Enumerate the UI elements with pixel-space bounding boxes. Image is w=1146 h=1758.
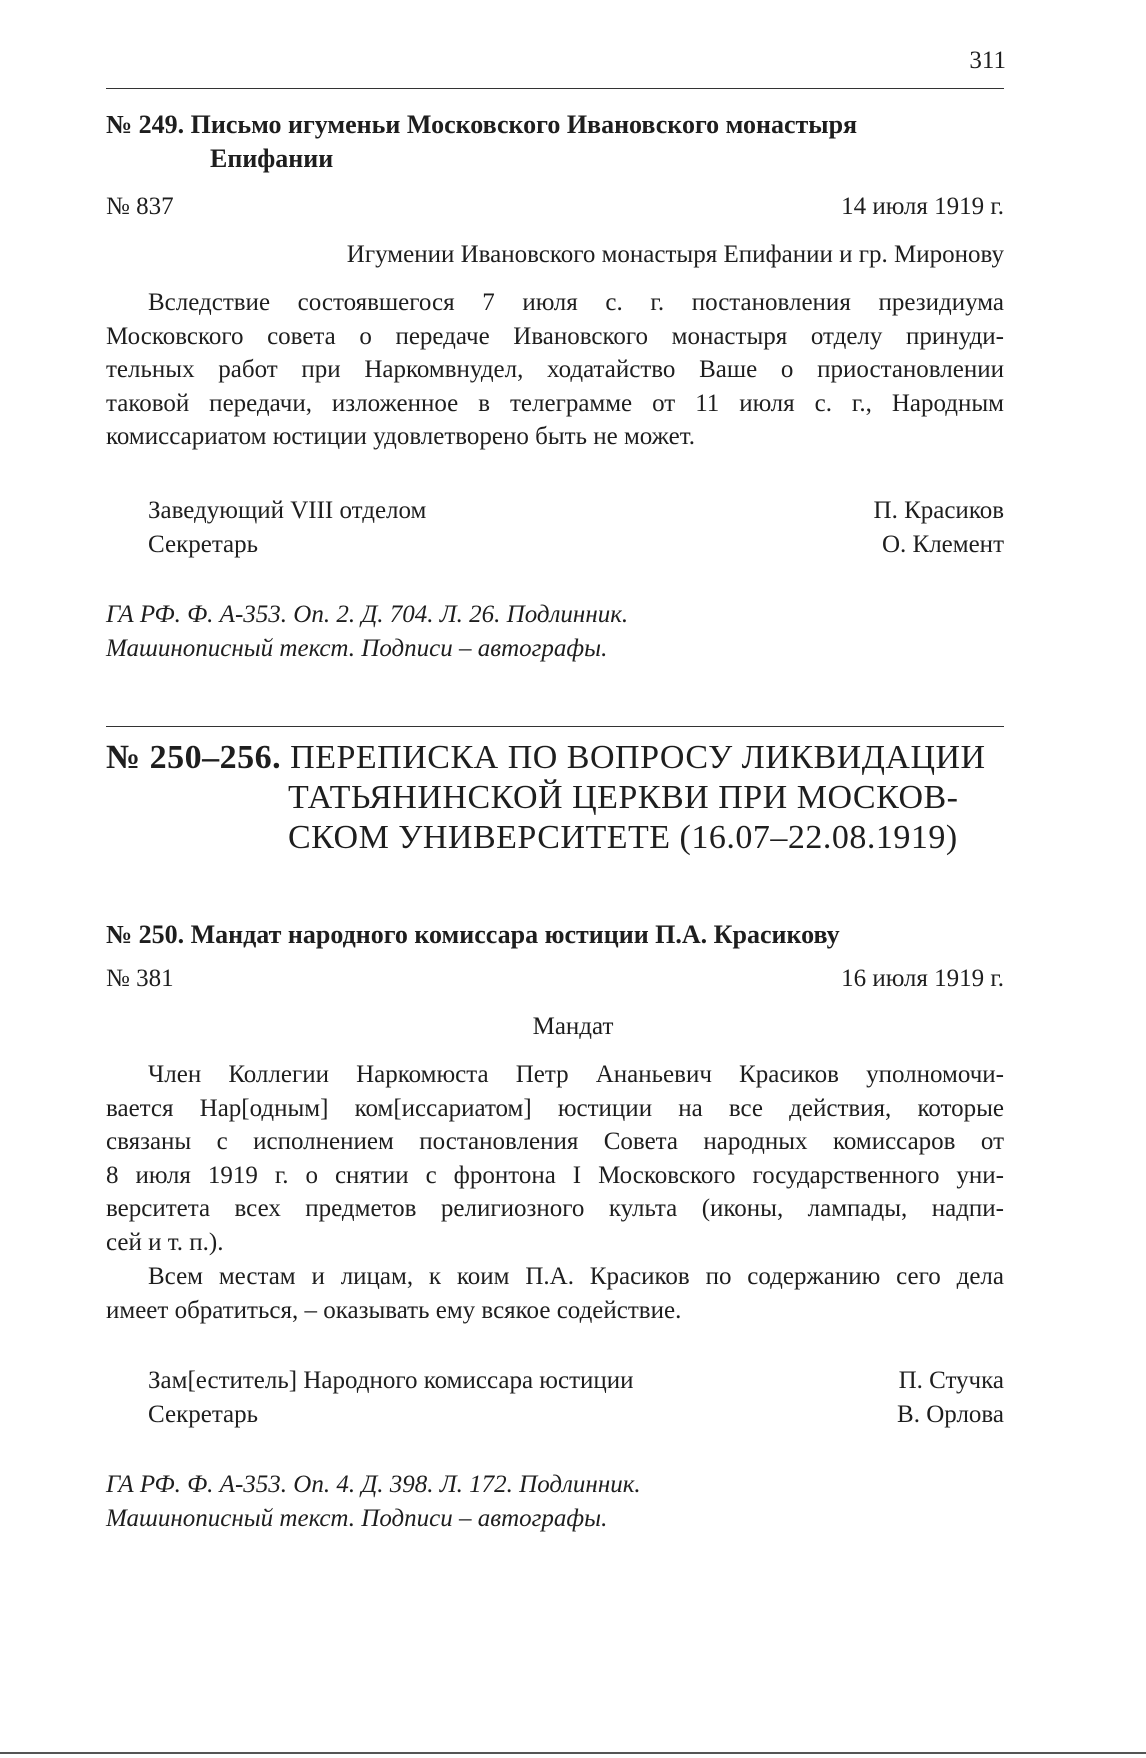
section-rule xyxy=(106,726,1004,727)
doc250-signature-name: В. Орлова xyxy=(897,1401,1004,1428)
page-number: 311 xyxy=(969,47,1006,74)
section-label: № 250–256. xyxy=(106,739,282,776)
section-title-line2: ТАТЬЯНИНСКОЙ ЦЕРКВИ ПРИ МОСКОВ- xyxy=(288,779,959,816)
section-title-line1: ПЕРЕПИСКА ПО ВОПРОСУ ЛИКВИДАЦИИ xyxy=(290,739,986,776)
header-rule xyxy=(106,88,1004,89)
doc250-heading: Мандат xyxy=(532,1013,614,1040)
doc250-source-line2: Машинописный текст. Подписи – автографы. xyxy=(106,1505,608,1532)
doc250-paragraph2 xyxy=(106,1260,1004,1327)
doc250-body-line: 8 июля 1919 г. о снятии с фронтона I Московского государственного уни- xyxy=(106,1161,1004,1189)
doc250-body-line: связаны с исполнением постановления Совета народных комиссаров от xyxy=(106,1128,1004,1155)
doc250-body-line: имеет обратиться, – оказывать ему всякое содействие. xyxy=(106,1296,682,1324)
doc249-source-line2: Машинописный текст. Подписи – автографы. xyxy=(106,635,608,662)
doc249-body xyxy=(106,286,1004,454)
doc249-body-line: Московского совета о передаче Ивановского монастыря отделу принуди- xyxy=(106,322,1004,350)
doc250-signature-role: Секретарь xyxy=(148,1401,259,1428)
doc249-addressee: Игумении Ивановского монастыря Епифании и гр. Миронову xyxy=(346,241,1004,268)
doc250-title: № 250. Мандат народного комиссара юстиции П.А. Красикову xyxy=(106,920,840,949)
doc249-body-line: таковой передачи, изложенное в телеграмме от 11 июля с. г., Народным xyxy=(106,389,1004,417)
doc250-body-line: Всем местам и лицам, к коим П.А. Красиков по содержанию сего дела xyxy=(148,1263,1004,1290)
doc250-signature-name: П. Стучка xyxy=(898,1367,1004,1394)
scan-bottom-edge xyxy=(0,1752,1146,1754)
section-title-line3: СКОМ УНИВЕРСИТЕТЕ (16.07–22.08.1919) xyxy=(288,819,958,856)
doc250-date: 16 июля 1919 г. xyxy=(841,965,1004,992)
doc249-source-line1: ГА РФ. Ф. А-353. Оп. 2. Д. 704. Л. 26. Подлинник. xyxy=(106,601,629,628)
doc249-body-line: тельных работ при Наркомвнудел, ходатайство Ваше о приостановлении xyxy=(106,356,1004,383)
doc250-signature-role: Зам[еститель] Народного комиссара юстиции xyxy=(148,1367,634,1394)
doc249-title-line2: Епифании xyxy=(210,144,334,173)
doc250-body-line: вается Нар[одным] ком[иссариатом] юстиции на все действия, которые xyxy=(106,1094,1004,1122)
doc249-signature-role: Заведующий VIII отделом xyxy=(148,497,427,524)
doc249-date: 14 июля 1919 г. xyxy=(841,193,1004,220)
doc249-body-line: Вследствие состоявшегося 7 июля с. г. постановления президиума xyxy=(148,289,1004,316)
doc249-title-line1: № 249. Письмо игуменьи Московского Ивановского монастыря xyxy=(106,110,858,139)
doc250-body-line: верситета всех предметов религиозного культа (иконы, лампады, надпи- xyxy=(106,1195,1004,1222)
doc249-signature-name: О. Клемент xyxy=(881,531,1004,558)
doc250-paragraph1 xyxy=(106,1058,1004,1259)
doc249-signature-name: П. Красиков xyxy=(873,497,1004,524)
doc250-body-line: сей и т. п.). xyxy=(106,1228,224,1256)
doc249-number: № 837 xyxy=(106,193,174,220)
section-heading xyxy=(106,738,986,777)
doc250-number: № 381 xyxy=(106,965,174,992)
doc250-body-line: Член Коллегии Наркомюста Петр Ананьевич Красиков уполномочи- xyxy=(148,1061,1004,1088)
doc250-source-line1: ГА РФ. Ф. А-353. Оп. 4. Д. 398. Л. 172. Подлинник. xyxy=(106,1471,641,1498)
doc249-signature-role: Секретарь xyxy=(148,531,259,558)
doc249-body-line: комиссариатом юстиции удовлетворено быть не может. xyxy=(106,423,696,450)
